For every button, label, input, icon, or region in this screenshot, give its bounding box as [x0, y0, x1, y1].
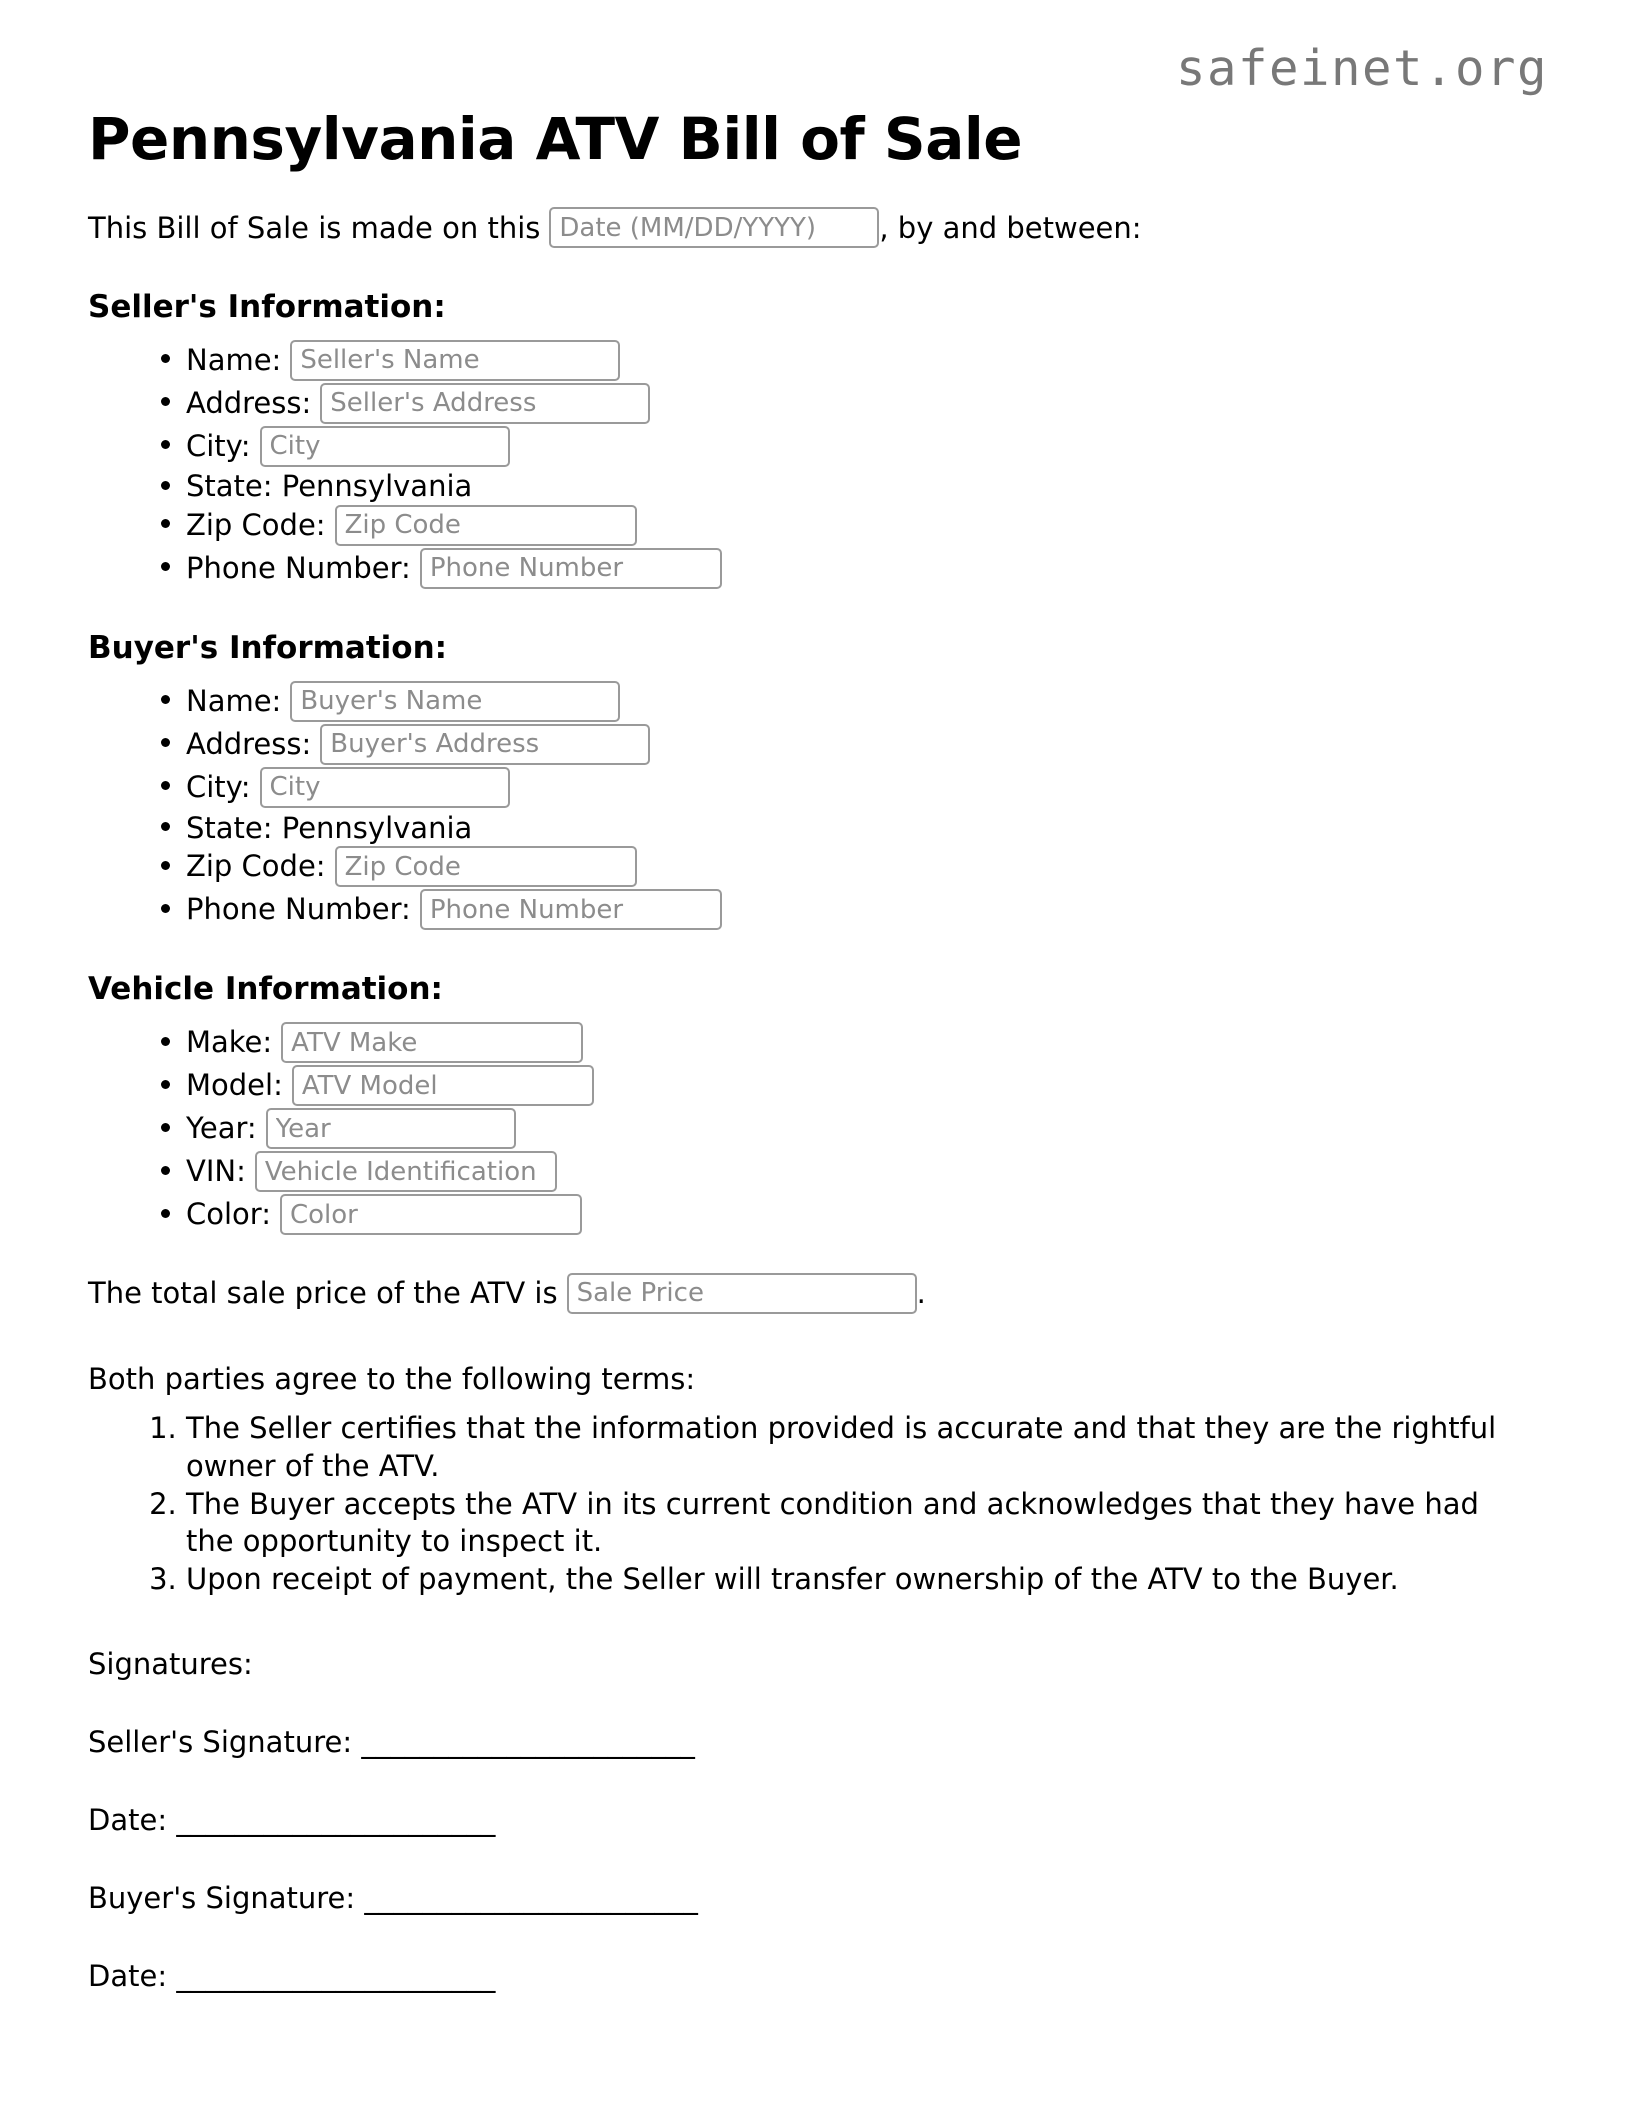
intro-paragraph — [88, 171, 1556, 249]
list-item — [186, 1150, 1556, 1193]
seller-field-list — [88, 331, 1556, 590]
vehicle-model-label: • Model: — [186, 1068, 283, 1103]
seller-city-label: • City: — [186, 428, 251, 463]
terms-list — [88, 1400, 1508, 1598]
vehicle-year-label: • Year: — [186, 1111, 257, 1146]
list-item — [186, 766, 1556, 809]
list-item — [186, 504, 1556, 547]
buyer-date-line — [88, 1919, 1556, 1997]
seller-address-label: • Address: — [186, 385, 312, 420]
sale-price-input[interactable] — [567, 1273, 917, 1314]
list-item: 1. The Seller certifies that the information provided is accurate and that they are the rightful owner of the ATV. — [186, 1410, 1508, 1485]
buyer-signature-line — [88, 1841, 1556, 1919]
buyer-name-input[interactable] — [290, 681, 620, 722]
seller-signature-line — [88, 1685, 1556, 1763]
list-item — [186, 1021, 1556, 1064]
list-item — [186, 425, 1556, 468]
signatures-block — [88, 1599, 1556, 1997]
intro-text-after: , by and between: — [879, 210, 1142, 245]
vehicle-section-heading: Vehicle Information: — [88, 971, 443, 1008]
seller-name-label: • Name: — [186, 342, 282, 377]
list-item — [186, 1064, 1556, 1107]
seller-section-heading: Seller's Information: — [88, 288, 446, 325]
intro-text-before: This Bill of Sale is made on this — [88, 210, 541, 245]
seller-zip-input[interactable] — [335, 505, 637, 546]
signatures-heading: Signatures: — [88, 1646, 253, 1681]
list-item — [186, 723, 1556, 766]
list-item — [186, 547, 1556, 590]
seller-phone-label: • Phone Number: — [186, 551, 411, 586]
seller-address-input[interactable] — [320, 383, 650, 424]
buyer-phone-input[interactable] — [420, 889, 722, 930]
vehicle-vin-input[interactable] — [255, 1151, 557, 1192]
seller-date-label: Date: — [88, 1802, 168, 1837]
buyer-section-heading: Buyer's Information: — [88, 629, 448, 666]
buyer-state-label: • State: Pennsylvania — [186, 810, 473, 845]
seller-zip-label: • Zip Code: — [186, 508, 326, 543]
buyer-date-rule[interactable]: ______________________ — [176, 1958, 496, 1993]
buyer-signature-rule[interactable]: _______________________ — [364, 1880, 698, 1915]
buyer-address-input[interactable] — [320, 724, 650, 765]
seller-phone-input[interactable] — [420, 548, 722, 589]
sale-price-text-before: The total sale price of the ATV is — [88, 1276, 558, 1311]
sale-price-paragraph — [88, 1236, 1556, 1314]
vehicle-field-list — [88, 1013, 1556, 1236]
list-item — [186, 888, 1556, 931]
seller-signature-label: Seller's Signature: — [88, 1724, 353, 1759]
vehicle-make-label: • Make: — [186, 1025, 273, 1060]
vehicle-year-input[interactable] — [266, 1108, 516, 1149]
buyer-city-label: • City: — [186, 770, 251, 805]
vehicle-color-input[interactable] — [280, 1194, 582, 1235]
site-watermark: safeinet.org — [1175, 40, 1548, 97]
list-item — [186, 339, 1556, 382]
buyer-phone-label: • Phone Number: — [186, 892, 411, 927]
buyer-city-input[interactable] — [260, 767, 510, 808]
list-item: 3. Upon receipt of payment, the Seller will transfer ownership of the ATV to the Buyer. — [186, 1561, 1508, 1599]
buyer-address-label: • Address: — [186, 727, 312, 762]
buyer-name-label: • Name: — [186, 684, 282, 719]
vehicle-model-input[interactable] — [292, 1065, 594, 1106]
buyer-zip-label: • Zip Code: — [186, 849, 326, 884]
sale-price-text-after: . — [916, 1276, 926, 1311]
vehicle-vin-label: • VIN: — [186, 1154, 246, 1189]
list-item — [186, 680, 1556, 723]
list-item — [186, 468, 1556, 504]
list-item: 2. The Buyer accepts the ATV in its current condition and acknowledges that they have had the opportunity to inspect it. — [186, 1486, 1508, 1561]
list-item — [186, 382, 1556, 425]
seller-date-rule[interactable]: ______________________ — [176, 1802, 496, 1837]
buyer-date-label: Date: — [88, 1958, 168, 1993]
terms-intro: Both parties agree to the following terms: — [88, 1362, 696, 1397]
buyer-field-list — [88, 672, 1556, 931]
vehicle-color-label: • Color: — [186, 1197, 271, 1232]
date-input[interactable] — [549, 207, 879, 248]
seller-signature-rule[interactable]: _______________________ — [361, 1724, 695, 1759]
list-item — [186, 1193, 1556, 1236]
list-item — [186, 809, 1556, 845]
buyer-zip-input[interactable] — [335, 846, 637, 887]
seller-city-input[interactable] — [260, 426, 510, 467]
buyer-signature-label: Buyer's Signature: — [88, 1880, 356, 1915]
page-title: Pennsylvania ATV Bill of Sale — [88, 105, 1023, 173]
vehicle-make-input[interactable] — [281, 1022, 583, 1063]
list-item — [186, 1107, 1556, 1150]
seller-state-label: • State: Pennsylvania — [186, 469, 473, 504]
seller-date-line — [88, 1763, 1556, 1841]
list-item — [186, 845, 1556, 888]
seller-name-input[interactable] — [290, 340, 620, 381]
